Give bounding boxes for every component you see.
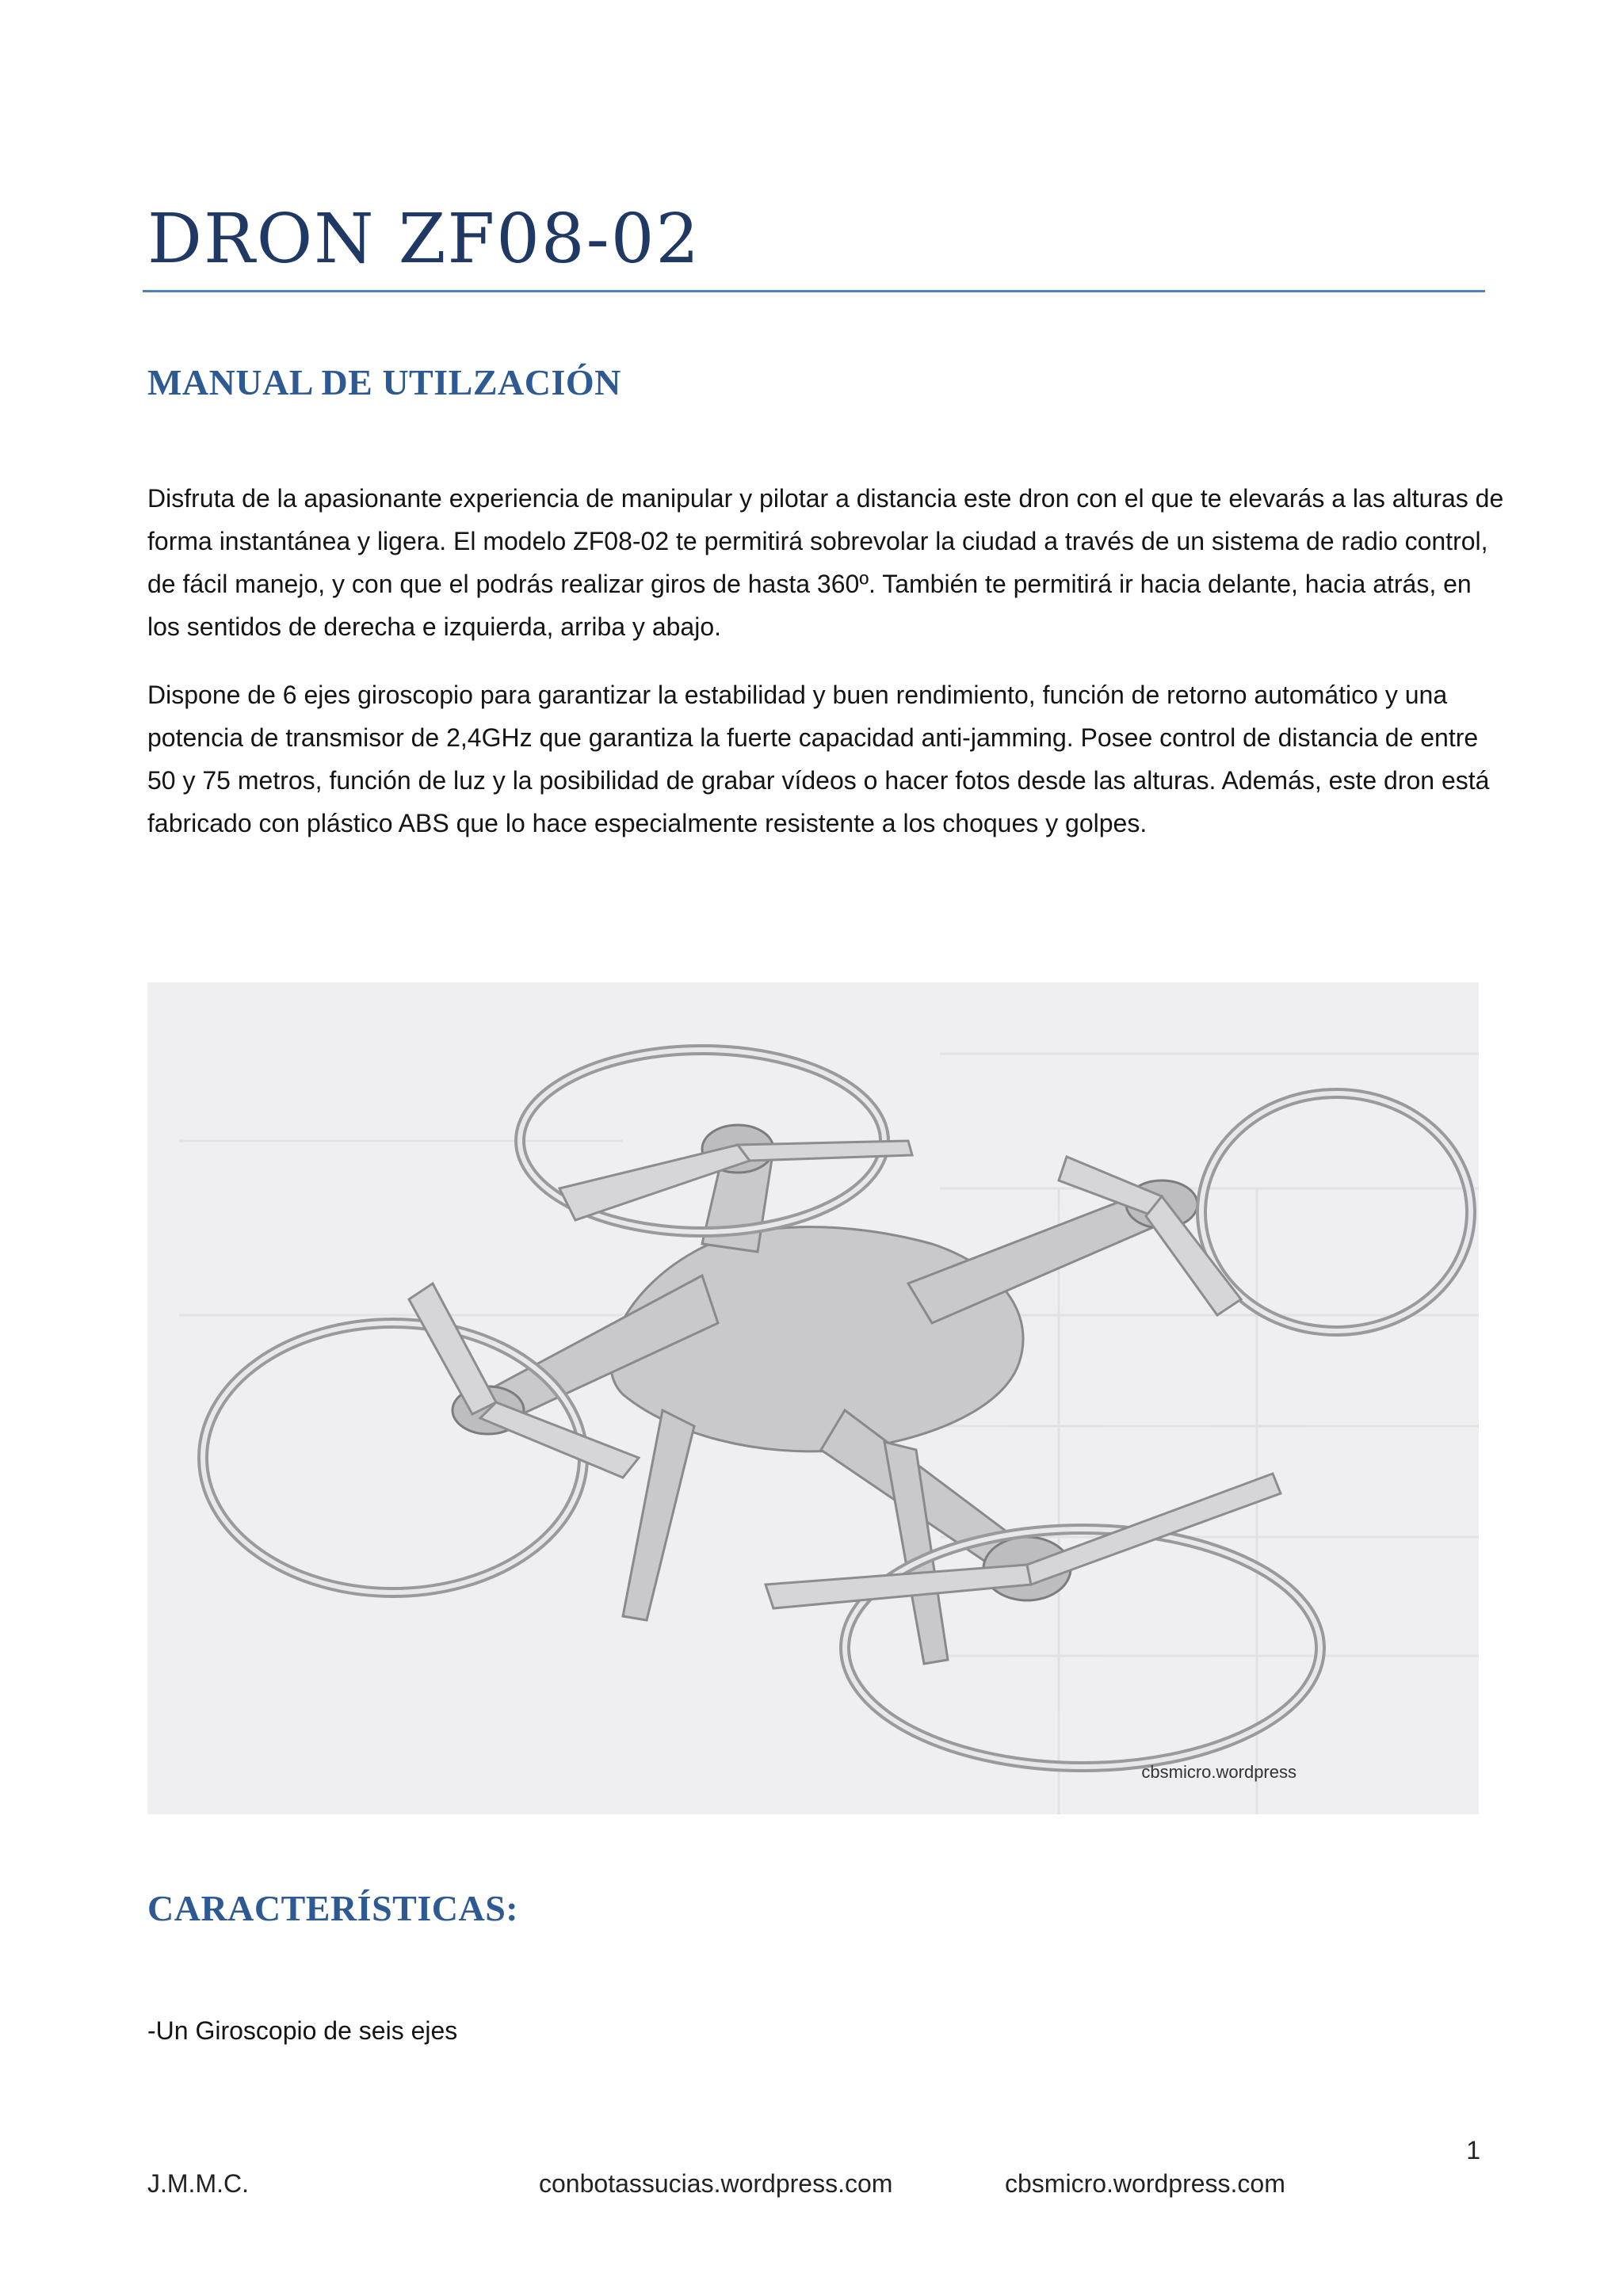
footer-link-conbotassucias[interactable]: conbotassucias.wordpress.com bbox=[539, 2169, 893, 2198]
footer-link-cbsmicro[interactable]: cbsmicro.wordpress.com bbox=[1005, 2169, 1285, 2198]
feature-item: -Un Giroscopio de seis ejes bbox=[147, 2016, 458, 2045]
intro-paragraph: Disfruta de la apasionante experiencia de manipular y pilotar a distancia este dron con el que te elevarás a las alturas de forma instantánea y ligera. El modelo ZF08-02 te permitirá sobrevolar la ciudad a través de un sistema de radio control, de fácil manejo, y con que el podrás realizar giros de hasta 360º. También te permitirá ir hacia delante, hacia atrás, en los sentidos de derecha e izquierda, arriba y abajo. bbox=[147, 484, 1504, 641]
section-heading-manual: MANUAL DE UTILZACIÓN bbox=[147, 362, 621, 402]
page-number: 1 bbox=[1466, 2136, 1480, 2164]
document-title: DRON ZF08-02 bbox=[147, 200, 701, 279]
specs-paragraph: Dispone de 6 ejes giroscopio para garantizar la estabilidad y buen rendimiento, función de retorno automático y una potencia de transmisor de 2,4GHz que garantiza la fuerte capacidad anti-jamming. Posee control de distancia de entre 50 y 75 metros, función de luz y la posibilidad de grabar vídeos o hacer fotos desde las alturas. Además, este dron está fabricado con plástico ABS que lo hace especialmente resistente a los choques y golpes. bbox=[147, 681, 1490, 837]
footer-author: J.M.M.C. bbox=[147, 2169, 249, 2198]
drone-illustration bbox=[147, 982, 1479, 1814]
title-rule bbox=[143, 290, 1485, 292]
section-heading-features: CARACTERÍSTICAS: bbox=[147, 1888, 519, 1928]
photo-watermark: cbsmicro.wordpress bbox=[1141, 1762, 1296, 1782]
drone-photo bbox=[147, 982, 1479, 1814]
